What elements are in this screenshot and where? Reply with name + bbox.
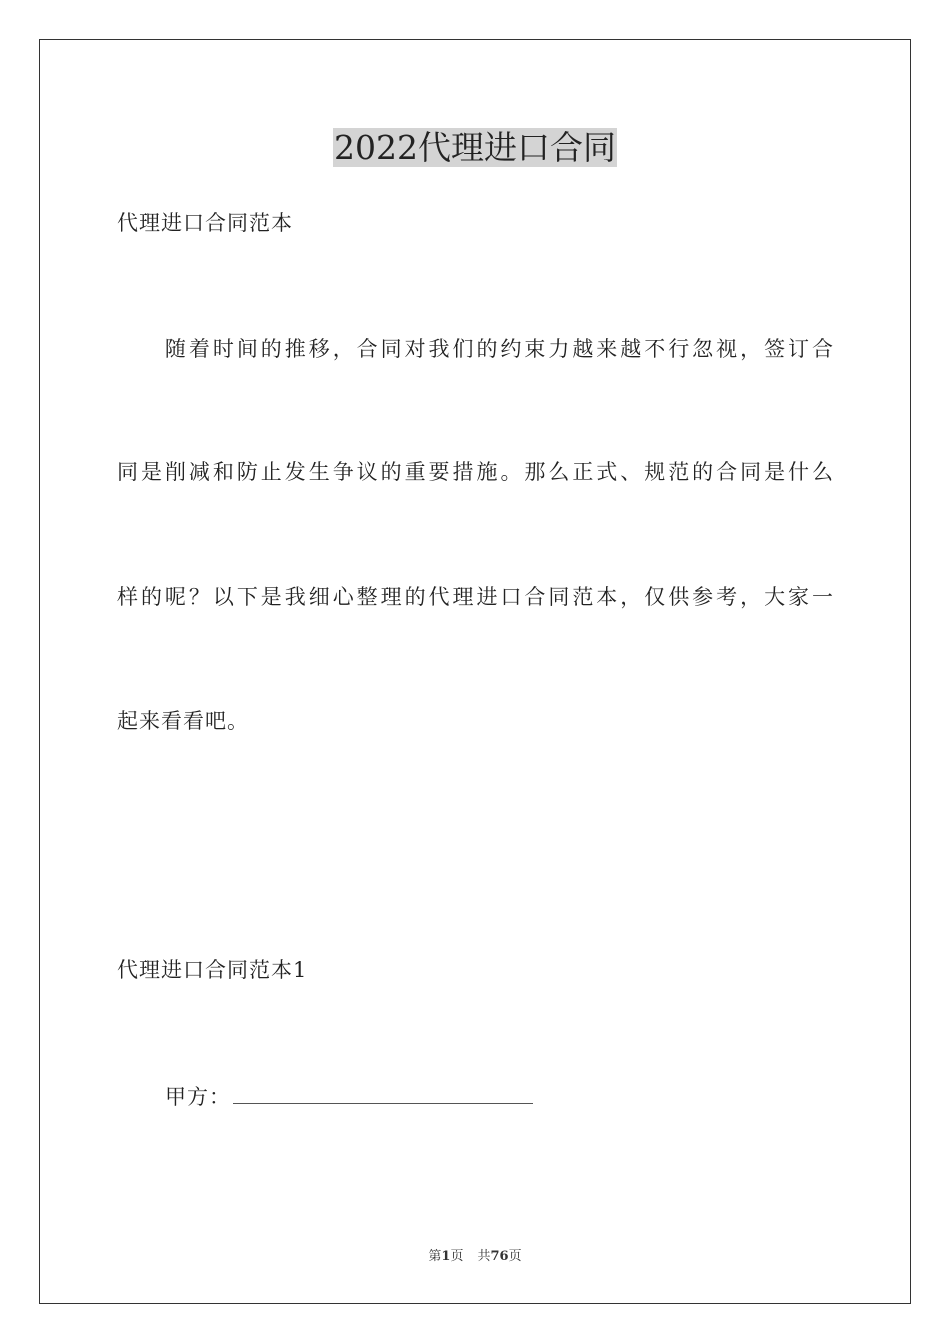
document-subtitle: 代理进口合同范本: [117, 211, 293, 235]
party-a-blank-field[interactable]: [233, 1081, 533, 1104]
intro-paragraph-line: 起来看看吧。: [117, 709, 249, 733]
footer-page-suffix: 页: [450, 1249, 464, 1264]
intro-paragraph-line: 同是削减和防止发生争议的重要措施。那么正式、规范的合同是什么: [117, 460, 833, 484]
section-heading: 代理进口合同范本1: [117, 958, 308, 982]
document-title: [0, 128, 950, 168]
footer-page-number: 1: [441, 1249, 451, 1264]
intro-paragraph-line: 随着时间的推移，合同对我们的约束力越来越不行忽视，签订合: [117, 337, 833, 361]
page-footer: [0, 1248, 950, 1266]
footer-page-prefix: 第: [428, 1249, 442, 1264]
party-a-label: 甲方：: [165, 1085, 231, 1109]
intro-paragraph-line: 样的呢？以下是我细心整理的代理进口合同范本，仅供参考，大家一: [117, 585, 833, 609]
document-title-text: 2022代理进口合同: [334, 128, 616, 167]
footer-total-suffix: 页: [508, 1249, 522, 1264]
footer-total-prefix: 共: [477, 1249, 491, 1264]
party-a-row: [165, 1081, 533, 1112]
footer-total-pages: 76: [490, 1249, 509, 1264]
